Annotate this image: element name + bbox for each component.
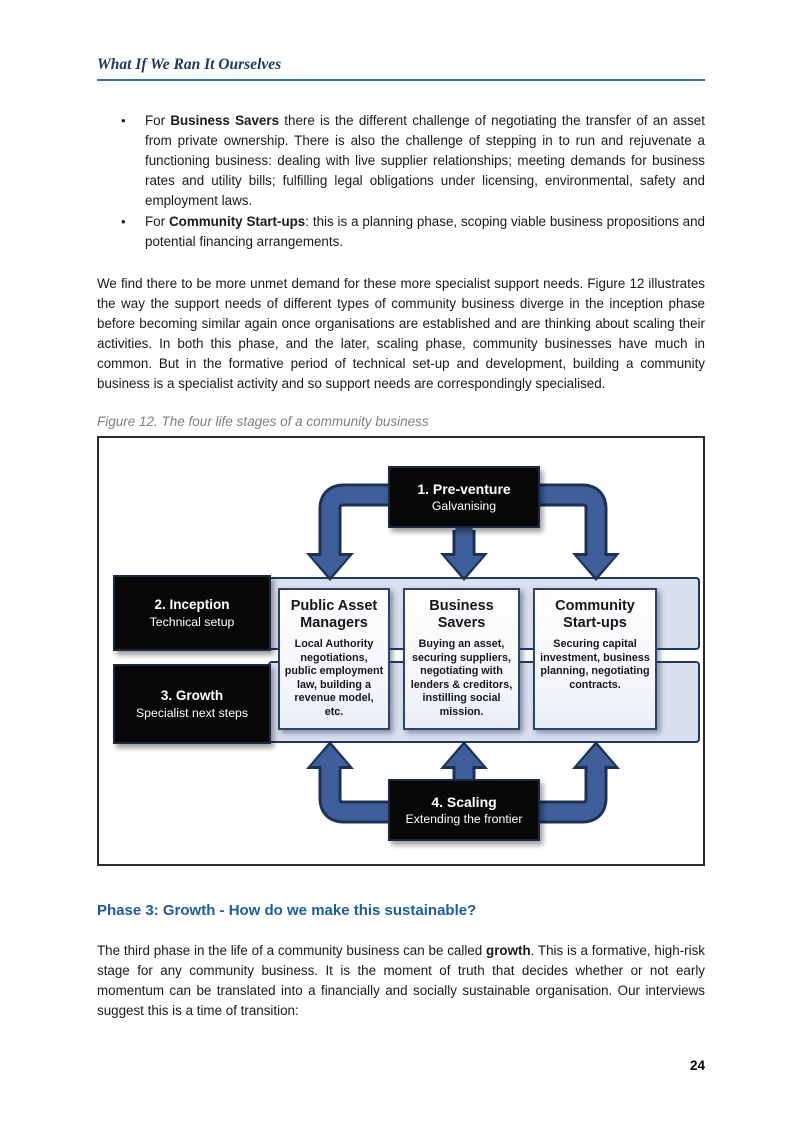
stage-subtitle: Galvanising bbox=[431, 499, 497, 513]
paragraph-lead: The third phase in the life of a community business can be called bbox=[97, 943, 487, 958]
stage-title: 4. Scaling bbox=[431, 794, 497, 810]
bullet-text bbox=[145, 111, 705, 211]
list-item bbox=[97, 212, 705, 252]
arrow-down-center bbox=[440, 528, 488, 581]
bullet-marker: • bbox=[121, 214, 126, 229]
body-paragraph bbox=[97, 941, 705, 1021]
arrow-up-right bbox=[540, 741, 620, 812]
paragraph-bold-term: growth bbox=[486, 943, 531, 958]
figure-caption: Figure 12. The four life stages of a community business bbox=[97, 414, 429, 429]
paragraph-rest: . This is a formative, high-risk stage for any community business. It is the moment of truth that decides whether or not early momentum can be translated into a financially and socially sustainable organisation. Our interviews suggest this is a time of transition: bbox=[97, 943, 705, 1018]
bullet-lead: For bbox=[145, 113, 171, 128]
bullet-lead: For bbox=[145, 214, 169, 229]
column-title: Community Start-ups bbox=[555, 598, 635, 631]
stage-inception-box bbox=[113, 575, 271, 651]
stage-subtitle: Technical setup bbox=[149, 615, 235, 629]
bullet-list bbox=[97, 111, 705, 252]
column-body: Local Authority negotiations, public employment law, building a revenue model, etc. bbox=[284, 638, 384, 718]
column-title: Business Savers bbox=[429, 598, 494, 631]
bullet-bold-term: Community Start-ups bbox=[168, 214, 306, 229]
column-title: Public Asset Managers bbox=[290, 598, 378, 631]
column-business-savers bbox=[403, 588, 520, 730]
bullet-bold-term: Business Savers bbox=[170, 113, 280, 128]
bullet-rest: : this is a planning phase, scoping viable business propositions and potential financing arrangements. bbox=[145, 214, 705, 249]
column-public-asset-managers bbox=[278, 588, 390, 730]
stage-subtitle: Extending the frontier bbox=[405, 812, 523, 826]
bullet-text bbox=[145, 212, 705, 252]
arrow-down-right bbox=[540, 495, 620, 581]
arrow-up-left bbox=[306, 741, 388, 812]
bullet-rest: there is the different challenge of negotiating the transfer of an asset from private ownership. There is also the challenge of stepping in to run and rejuvenate a functioning business: dealing with live supplier relationships; meeting demands for business rates and utility bills; fulfilling legal obligations under licensing, environmental, safety and employment laws. bbox=[145, 113, 705, 208]
stage-growth-box bbox=[113, 664, 271, 744]
stage-title: 3. Growth bbox=[160, 688, 224, 703]
column-body: Buying an asset, securing suppliers, negotiating with lenders & creditors, instilling social mission. bbox=[410, 638, 513, 718]
body-paragraph: We find there to be more unmet demand for these more specialist support needs. Figure 12 illustrates the way the support needs of different types of community business diverge in the inception phase before becoming similar again once organisations are established and are thinking about scaling their activities. In both this phase, and the later, scaling phase, community businesses have much in common. But in the formative period of technical set-up and development, building a community business is a specialist activity and so support needs are correspondingly specialised. bbox=[97, 276, 705, 391]
stage-subtitle: Specialist next steps bbox=[135, 706, 249, 720]
page-number: 24 bbox=[689, 1058, 705, 1073]
stage-title: 2. Inception bbox=[154, 597, 230, 612]
stage-title: 1. Pre-venture bbox=[417, 481, 511, 497]
arrow-down-left bbox=[306, 495, 388, 581]
column-community-start-ups bbox=[533, 588, 657, 730]
stage-pre-venture-box bbox=[388, 466, 540, 528]
figure-12-diagram bbox=[97, 436, 705, 866]
section-heading-phase-3: Phase 3: Growth - How do we make this sustainable? bbox=[97, 902, 477, 919]
page-content bbox=[97, 0, 705, 1021]
stage-scaling-box bbox=[388, 779, 540, 841]
bullet-marker: • bbox=[121, 113, 126, 128]
list-item bbox=[97, 111, 705, 211]
running-header: What If We Ran It Ourselves bbox=[97, 56, 705, 81]
column-body: Securing capital investment, business planning, negotiating contracts. bbox=[540, 638, 650, 691]
